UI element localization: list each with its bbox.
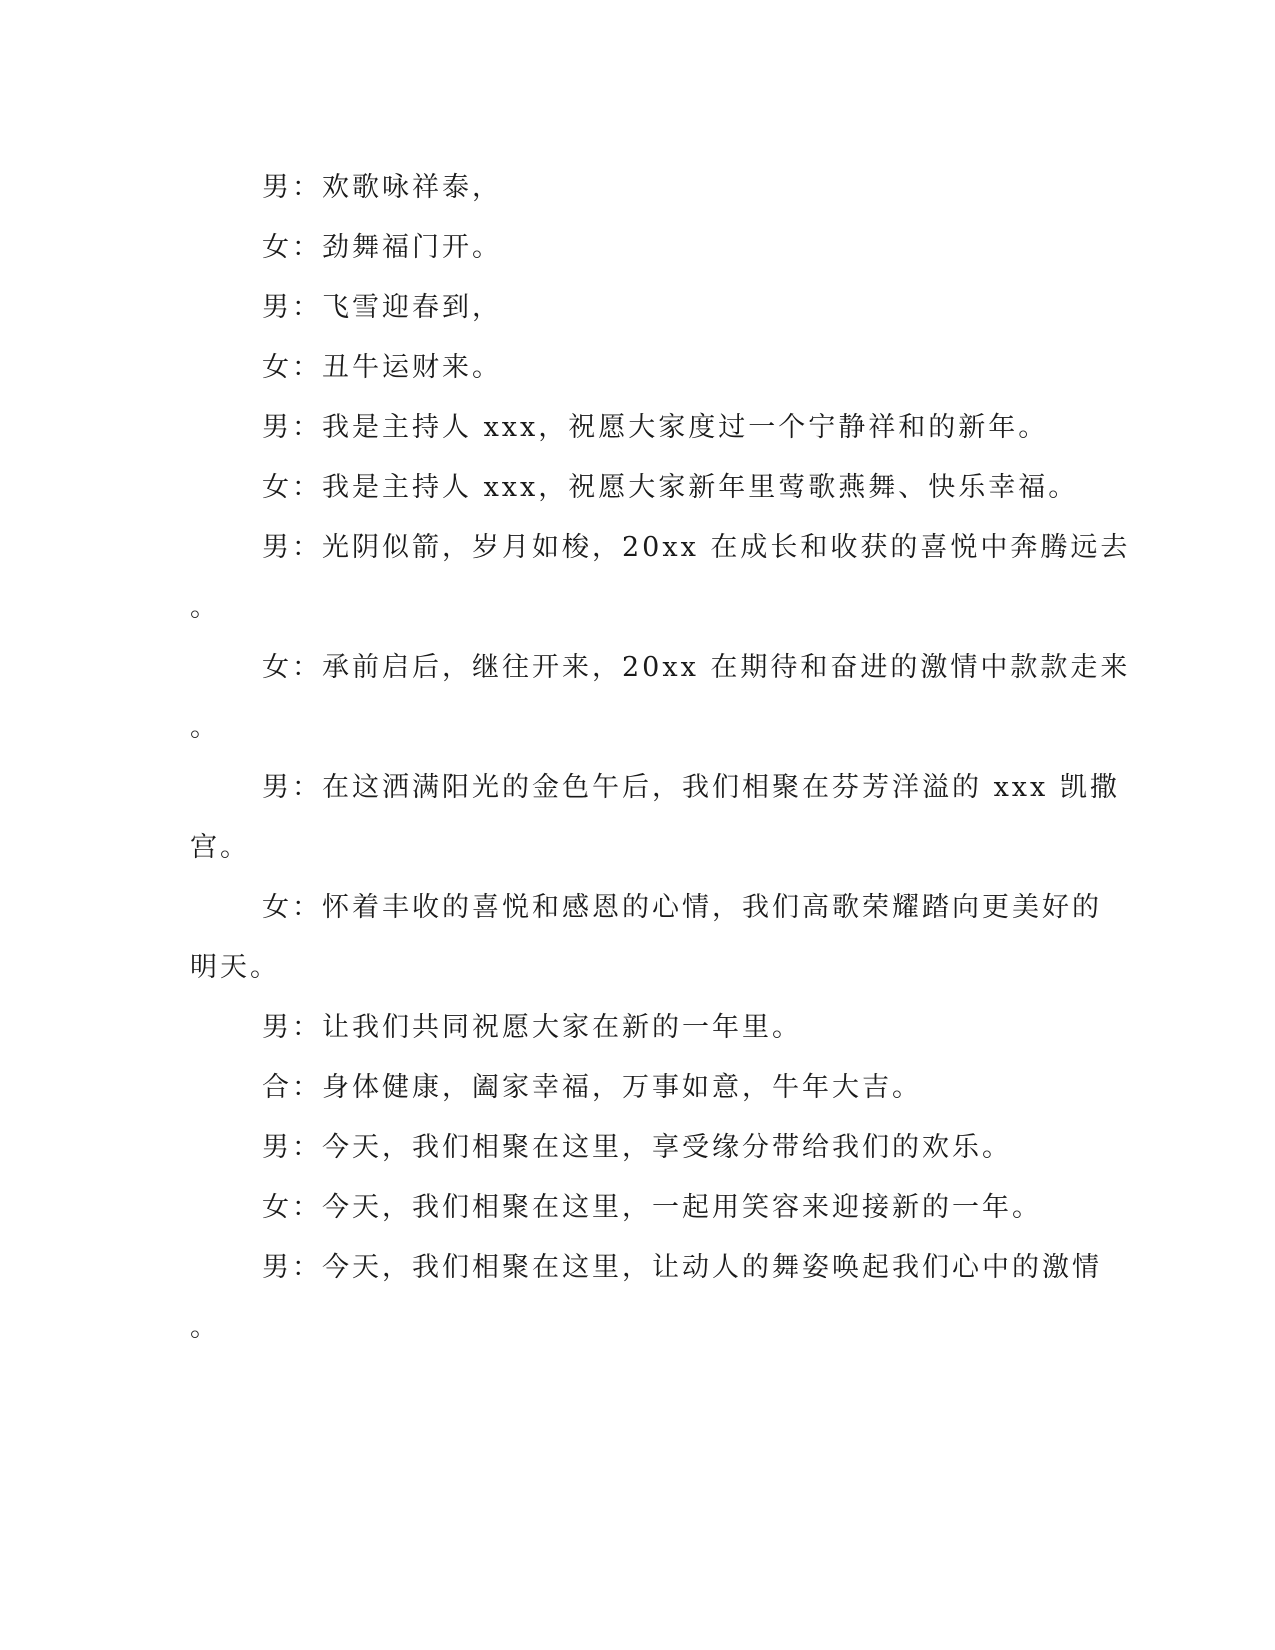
paragraph-line: 女：今天，我们相聚在这里，一起用笑容来迎接新的一年。	[262, 1192, 1042, 1223]
paragraph-line: 男：在这洒满阳光的金色午后，我们相聚在芬芳洋溢的 xxx 凯撒	[262, 772, 1120, 803]
paragraph-line-continuation: 。	[190, 592, 220, 623]
paragraph	[190, 638, 1131, 758]
paragraph-line: 男：让我们共同祝愿大家在新的一年里。	[262, 1012, 802, 1043]
paragraph	[190, 1238, 1102, 1358]
paragraph	[190, 1118, 1090, 1178]
paragraph-line: 男：飞雪迎春到，	[262, 292, 502, 323]
paragraph-line-continuation: 。	[190, 712, 220, 743]
paragraph	[190, 398, 1090, 458]
paragraph	[190, 1058, 1090, 1118]
paragraph	[190, 878, 1102, 998]
paragraph-line: 合：身体健康，阖家幸福，万事如意，牛年大吉。	[262, 1072, 922, 1103]
paragraph-line: 男：欢歌咏祥泰，	[262, 172, 502, 203]
paragraph	[190, 758, 1120, 878]
paragraph	[190, 458, 1090, 518]
paragraph-line-continuation: 。	[190, 1312, 220, 1343]
paragraph-line-continuation: 明天。	[190, 952, 280, 983]
paragraph-line: 女：丑牛运财来。	[262, 352, 502, 383]
document-body	[190, 158, 1131, 1358]
paragraph	[190, 158, 1090, 218]
paragraph-line: 男：今天，我们相聚在这里，享受缘分带给我们的欢乐。	[262, 1132, 1012, 1163]
paragraph-line: 男：我是主持人 xxx，祝愿大家度过一个宁静祥和的新年。	[262, 412, 1049, 443]
paragraph	[190, 338, 1090, 398]
paragraph	[190, 218, 1090, 278]
paragraph	[190, 518, 1131, 638]
paragraph	[190, 278, 1090, 338]
paragraph-line: 女：我是主持人 xxx，祝愿大家新年里莺歌燕舞、快乐幸福。	[262, 472, 1079, 503]
paragraph-line: 女：承前启后，继往开来，20xx 在期待和奋进的激情中款款走来	[262, 652, 1131, 683]
paragraph	[190, 1178, 1090, 1238]
paragraph-line: 女：劲舞福门开。	[262, 232, 502, 263]
paragraph-line: 女：怀着丰收的喜悦和感恩的心情，我们高歌荣耀踏向更美好的	[262, 892, 1102, 923]
paragraph-line: 男：光阴似箭，岁月如梭，20xx 在成长和收获的喜悦中奔腾远去	[262, 532, 1131, 563]
paragraph	[190, 998, 1090, 1058]
paragraph-line-continuation: 宫。	[190, 832, 250, 863]
paragraph-line: 男：今天，我们相聚在这里，让动人的舞姿唤起我们心中的激情	[262, 1252, 1102, 1283]
